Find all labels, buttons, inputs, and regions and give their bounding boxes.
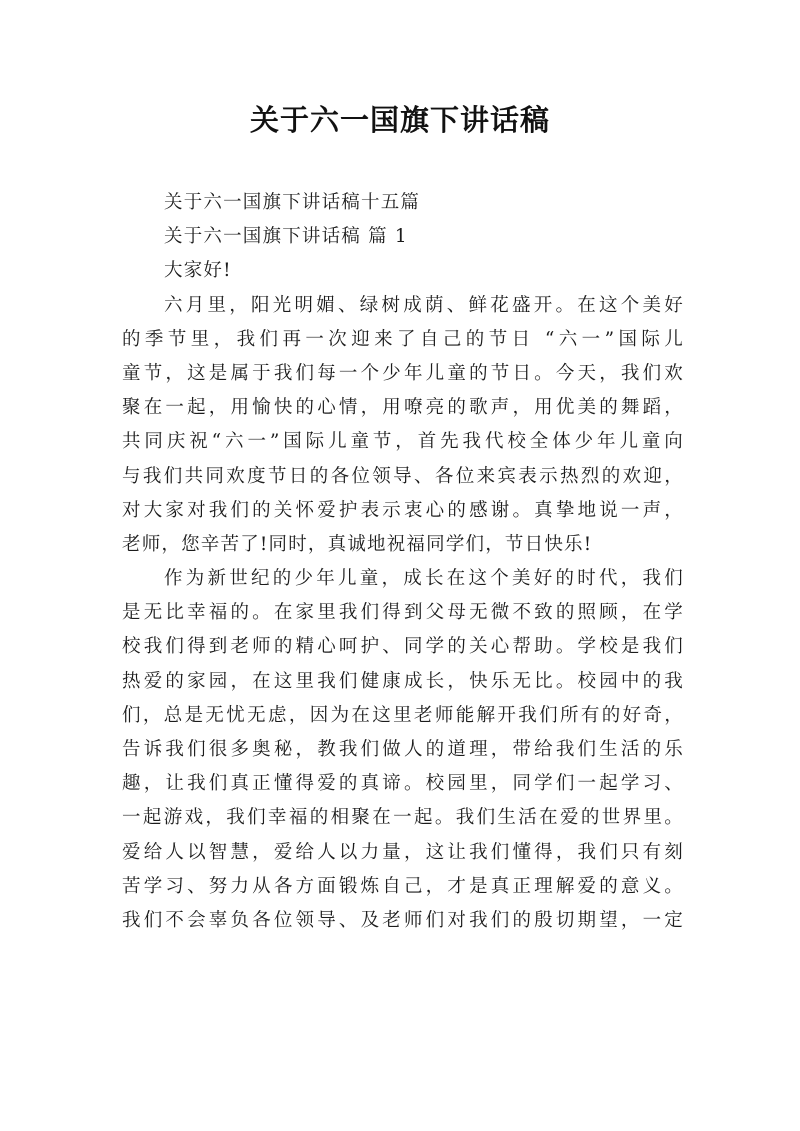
text-line: 趣，让我们真正懂得爱的真谛。校园里，同学们一起学习、 bbox=[122, 773, 684, 795]
text-line: 告诉我们很多奥秘，教我们做人的道理，带给我们生活的乐 bbox=[122, 739, 684, 760]
text-line: 是无比幸福的。在家里我们得到父母无微不致的照顾，在学 bbox=[122, 602, 684, 624]
text-line: 们，总是无忧无虑，因为在这里老师能解开我们所有的好奇， bbox=[122, 704, 684, 726]
text-line: 六月里，阳光明媚、绿树成荫、鲜花盛开。在这个美好 bbox=[164, 294, 684, 316]
document-body bbox=[122, 186, 684, 938]
text-line: 童节，这是属于我们每一个少年儿童的节日。今天，我们欢 bbox=[122, 362, 684, 384]
text-line: 与我们共同欢度节日的各位领导、各位来宾表示热烈的欢迎， bbox=[122, 465, 684, 487]
text-line: 老师，您辛苦了!同时，真诚地祝福同学们，节日快乐! bbox=[122, 533, 593, 555]
text-line: 共同庆祝“六一”国际儿童节，首先我代校全体少年儿童向 bbox=[122, 431, 684, 453]
text-line: 的季节里，我们再一次迎来了自己的节日 “六一”国际儿 bbox=[122, 328, 684, 350]
page-title: 关于六一国旗下讲话稿 bbox=[249, 103, 550, 137]
text-line: 大家好! bbox=[164, 260, 232, 282]
text-line: 校我们得到老师的精心呵护、同学的关心帮助。学校是我们 bbox=[122, 636, 684, 658]
text-line: 对大家对我们的关怀爱护表示衷心的感谢。真挚地说一声， bbox=[122, 499, 684, 521]
text-line: 我们不会辜负各位领导、及老师们对我们的殷切期望，一定 bbox=[122, 909, 684, 931]
text-line: 热爱的家园，在这里我们健康成长，快乐无比。校园中的我 bbox=[122, 670, 684, 692]
text-line: 关于六一国旗下讲话稿 篇 1 bbox=[164, 226, 408, 248]
text-line: 聚在一起，用愉快的心情，用嘹亮的歌声，用优美的舞蹈， bbox=[122, 397, 684, 419]
text-line: 苦学习、努力从各方面锻炼自己，才是真正理解爱的意义。 bbox=[122, 875, 684, 897]
text-line: 爱给人以智慧，爱给人以力量，这让我们懂得，我们只有刻 bbox=[122, 841, 684, 863]
text-line: 一起游戏，我们幸福的相聚在一起。我们生活在爱的世界里。 bbox=[122, 807, 684, 829]
text-line: 关于六一国旗下讲话稿十五篇 bbox=[164, 192, 421, 213]
text-line: 作为新世纪的少年儿童，成长在这个美好的时代，我们 bbox=[164, 568, 684, 590]
